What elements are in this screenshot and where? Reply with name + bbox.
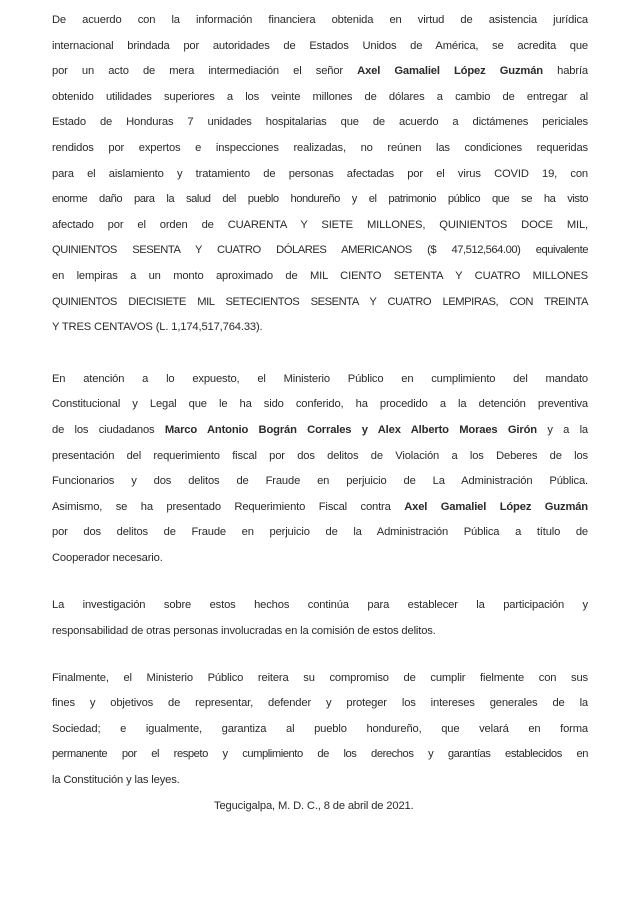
text-line: responsabilidad de otras personas involucradas en la comisión de estos delitos. xyxy=(52,625,436,638)
person-name: Axel Gamaliel López Guzmán xyxy=(404,500,588,513)
paragraph-investigation xyxy=(52,593,588,644)
text-line: Asimismo, se ha presentado Requerimiento Fiscal contra Axel Gamaliel López Guzmán xyxy=(52,500,588,513)
text-line: La investigación sobre estos hechos continúa para establecer la participación y xyxy=(52,599,588,612)
text-line: enorme daño para la salud del pueblo hondureño y el patrimonio público que se ha visto xyxy=(52,193,588,206)
person-name: Axel Gamaliel López Guzmán xyxy=(357,65,543,78)
text-line: por un acto de mera intermediación el señor Axel Gamaliel López Guzmán habría xyxy=(52,65,588,78)
paragraph-spacer xyxy=(52,341,588,367)
text-line: obtenido utilidades superiores a los veinte millones de dólares a cambio de entregar al xyxy=(52,90,588,103)
text-line: Constitucional y Legal que le ha sido conferido, ha procedido a la detención preventiva xyxy=(52,398,588,411)
text-line: Y TRES CENTAVOS (L. 1,174,517,764.33). xyxy=(52,321,263,334)
paragraph-detentions xyxy=(52,367,588,572)
text-line: Sociedad; e igualmente, garantiza al pueblo hondureño, que velará en forma xyxy=(52,722,588,735)
person-names: Marco Antonio Bográn Corrales y Alex Alberto Moraes Girón xyxy=(164,423,537,436)
text-line: Cooperador necesario. xyxy=(52,551,163,564)
paragraph-spacer xyxy=(52,645,588,666)
paragraph-commitment xyxy=(52,666,588,794)
text-line: rendidos por expertos e inspecciones realizadas, no reúnen las condiciones requeridas xyxy=(52,141,588,154)
text-line: De acuerdo con la información financiera obtenida en virtud de asistencia jurídica xyxy=(52,14,588,26)
text-line: para el aislamiento y tratamiento de personas afectadas por el virus COVID 19, con xyxy=(52,167,588,180)
paragraph-financial-findings xyxy=(52,8,588,341)
text-line: internacional brindada por autoridades de Estados Unidos de América, se acredita que xyxy=(52,39,588,52)
text-line: En atención a lo expuesto, el Ministerio Público en cumplimiento del mandato xyxy=(52,372,588,385)
text-line: Finalmente, el Ministerio Público reitera su compromiso de cumplir fielmente con sus xyxy=(52,671,588,684)
text-line: Funcionarios y dos delitos de Fraude en perjuicio de La Administración Pública. xyxy=(52,475,588,488)
text-line: afectado por el orden de CUARENTA Y SIETE MILLONES, QUINIENTOS DOCE MIL, xyxy=(52,218,588,231)
text-line: fines y objetivos de representar, defender y proteger los intereses generales de la xyxy=(52,697,588,710)
place-date-signature: Tegucigalpa, M. D. C., 8 de abril de 2021. xyxy=(214,799,414,812)
text-line: permanente por el respeto y cumplimiento de los derechos y garantías establecidos en xyxy=(52,748,588,761)
text-line: la Constitución y las leyes. xyxy=(52,774,180,787)
text-line: Estado de Honduras 7 unidades hospitalarias que de acuerdo a dictámenes periciales xyxy=(52,116,588,129)
paragraph-spacer xyxy=(52,571,588,593)
text-line: QUINIENTOS DIECISIETE MIL SETECIENTOS SESENTA Y CUATRO LEMPIRAS, CON TREINTA xyxy=(52,295,588,308)
text-line: presentación del requerimiento fiscal por dos delitos de Violación a los Deberes de los xyxy=(52,449,588,462)
text-line: de los ciudadanos Marco Antonio Bográn Corrales y Alex Alberto Moraes Girón y a la xyxy=(52,423,588,436)
text-line: por dos delitos de Fraude en perjuicio de la Administración Pública a título de xyxy=(52,526,588,539)
text-line: QUINIENTOS SESENTA Y CUATRO DÓLARES AMERICANOS ($ 47,512,564.00) equivalente xyxy=(52,244,588,257)
text-line: en lempiras a un monto aproximado de MIL CIENTO SETENTA Y CUATRO MILLONES xyxy=(52,269,588,282)
press-release-document xyxy=(52,8,588,819)
